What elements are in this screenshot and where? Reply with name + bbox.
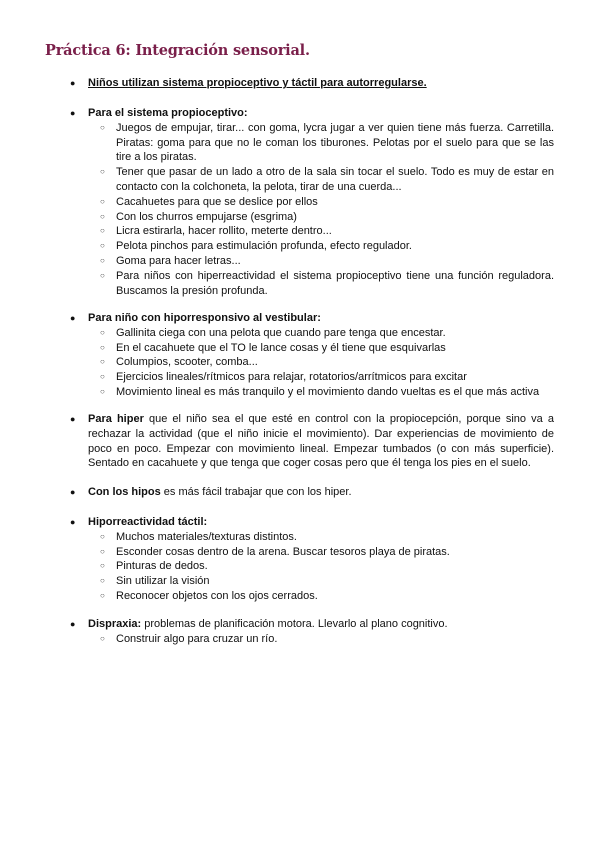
sub-bullet-text: Pelota pinchos para estimulación profunda, efecto regulador.	[116, 240, 412, 253]
bullet-heading: Con los hipos	[88, 486, 161, 498]
circle-bullet-icon: ○	[100, 241, 105, 251]
sub-bullet-item	[70, 326, 554, 341]
page-title: Práctica 6: Integración sensorial.	[45, 42, 310, 59]
sub-bullet-text: En el cacahuete que el TO le lance cosas y él tiene que esquivarlas	[116, 341, 446, 354]
sub-bullet-item	[70, 370, 554, 385]
bullet-section	[70, 76, 554, 91]
circle-bullet-icon: ○	[100, 255, 105, 265]
sub-bullet-item	[70, 355, 554, 370]
sub-bullet-item	[70, 632, 554, 647]
bullet-heading: Niños utilizan sistema propioceptivo y táctil para autorregularse.	[88, 77, 427, 89]
bullet-dot-icon: ●	[70, 517, 76, 527]
sub-bullet-text: Pinturas de dedos.	[116, 560, 208, 573]
sub-bullet-item	[70, 224, 554, 239]
bullet-item	[70, 106, 554, 121]
bullet-item	[70, 76, 554, 91]
bullet-heading: Dispraxia:	[88, 618, 142, 630]
sub-bullet-item	[70, 195, 554, 210]
bullet-section	[70, 311, 554, 400]
sub-bullet-text: Tener que pasar de un lado a otro de la sala sin tocar el suelo. Todo es muy de estar en contacto con la colchoneta, la pelota, tirar de una cuerda...	[116, 166, 554, 193]
circle-bullet-icon: ○	[100, 342, 105, 352]
bullet-item	[70, 515, 554, 530]
sub-bullet-item	[70, 165, 554, 195]
sub-bullet-item	[70, 341, 554, 356]
circle-bullet-icon: ○	[100, 633, 105, 643]
circle-bullet-icon: ○	[100, 561, 105, 571]
bullet-dot-icon: ●	[70, 619, 76, 629]
sub-bullet-text: Sin utilizar la visión	[116, 575, 210, 588]
bullet-section	[70, 485, 554, 500]
sub-bullet-text: Para niños con hiperreactividad el sistema propioceptivo tiene una función reguladora. Buscamos la presión profunda.	[116, 269, 554, 297]
sub-bullet-text: Movimiento lineal es más tranquilo y el movimiento dando vueltas es el que más activa	[116, 385, 540, 398]
sub-bullet-item	[70, 254, 554, 269]
bullet-item	[70, 485, 554, 500]
sub-bullet-item	[70, 239, 554, 254]
circle-bullet-icon: ○	[100, 270, 105, 280]
circle-bullet-icon: ○	[100, 531, 105, 541]
bullet-heading: Para el sistema propioceptivo:	[88, 107, 248, 119]
bullet-item	[70, 311, 554, 326]
sub-bullet-text: Reconocer objetos con los ojos cerrados.	[116, 589, 318, 602]
sub-bullet-item	[70, 530, 554, 545]
bullet-text: problemas de planificación motora. Llevarlo al plano cognitivo.	[141, 618, 448, 630]
bullet-text: es más fácil trabajar que con los hiper.	[160, 486, 352, 498]
bullet-dot-icon: ●	[70, 78, 76, 88]
sub-bullet-item	[70, 559, 554, 574]
bullet-item	[70, 412, 554, 471]
bullet-section	[70, 617, 554, 647]
sub-bullet-text: Licra estirarla, hacer rollito, meterte dentro...	[116, 225, 332, 238]
sub-bullet-item	[70, 574, 554, 589]
bullet-heading: Para niño con hiporresponsivo al vestibular:	[88, 312, 321, 324]
circle-bullet-icon: ○	[100, 576, 105, 586]
circle-bullet-icon: ○	[100, 546, 105, 556]
circle-bullet-icon: ○	[100, 167, 105, 177]
bullet-heading: Hiporreactividad táctil:	[88, 516, 208, 528]
bullet-dot-icon: ●	[70, 487, 76, 497]
sub-bullet-text: Ejercicios lineales/rítmicos para relajar, rotatorios/arrítmicos para excitar	[116, 371, 467, 384]
sub-bullet-text: Con los churros empujarse (esgrima)	[116, 210, 297, 223]
bullet-item	[70, 617, 554, 632]
bullet-dot-icon: ●	[70, 313, 76, 323]
sub-bullet-item	[70, 385, 554, 400]
circle-bullet-icon: ○	[100, 327, 105, 337]
bullet-text: que el niño sea el que esté en control con la propiocepción, porque sino va a rechazar la actividad (que el niño inicie el movimiento). Dar experiencias de movimiento de poco en poco. Empezar con movimiento lineal. Empezar tumbados (o con más superficie). Sentado en cacahuete y que tenga que coger cosas pero que él tenga los pies en el suelo.	[88, 413, 554, 470]
sub-bullet-text: Gallinita ciega con una pelota que cuando pare tenga que encestar.	[116, 326, 446, 339]
bullet-heading: Para hiper	[88, 413, 144, 425]
bullet-dot-icon: ●	[70, 414, 76, 424]
sub-bullet-text: Juegos de empujar, tirar... con goma, lycra jugar a ver quien tiene más fuerza. Carretilla. Piratas: goma para que no le coman los tiburones. Pelotas por el suelo para que se las tire a los piratas.	[116, 121, 554, 164]
bullet-section	[70, 515, 554, 604]
sub-bullet-item	[70, 269, 554, 299]
bullet-section	[70, 106, 554, 298]
circle-bullet-icon: ○	[100, 590, 105, 600]
sub-bullet-item	[70, 589, 554, 604]
bullet-section	[70, 412, 554, 471]
sub-bullet-text: Columpios, scooter, comba...	[116, 356, 258, 369]
sub-bullet-item	[70, 210, 554, 225]
sub-bullet-item	[70, 545, 554, 560]
circle-bullet-icon: ○	[100, 386, 105, 396]
circle-bullet-icon: ○	[100, 211, 105, 221]
sub-bullet-text: Cacahuetes para que se deslice por ellos	[116, 195, 318, 208]
circle-bullet-icon: ○	[100, 226, 105, 236]
sub-bullet-text: Muchos materiales/texturas distintos.	[116, 530, 297, 543]
sub-bullet-text: Goma para hacer letras...	[116, 254, 241, 267]
circle-bullet-icon: ○	[100, 196, 105, 206]
sub-bullet-item	[70, 121, 554, 165]
circle-bullet-icon: ○	[100, 122, 105, 132]
sub-bullet-text: Esconder cosas dentro de la arena. Buscar tesoros playa de piratas.	[116, 545, 450, 558]
circle-bullet-icon: ○	[100, 357, 105, 367]
sub-bullet-text: Construir algo para cruzar un río.	[116, 632, 278, 645]
circle-bullet-icon: ○	[100, 372, 105, 382]
bullet-dot-icon: ●	[70, 108, 76, 118]
